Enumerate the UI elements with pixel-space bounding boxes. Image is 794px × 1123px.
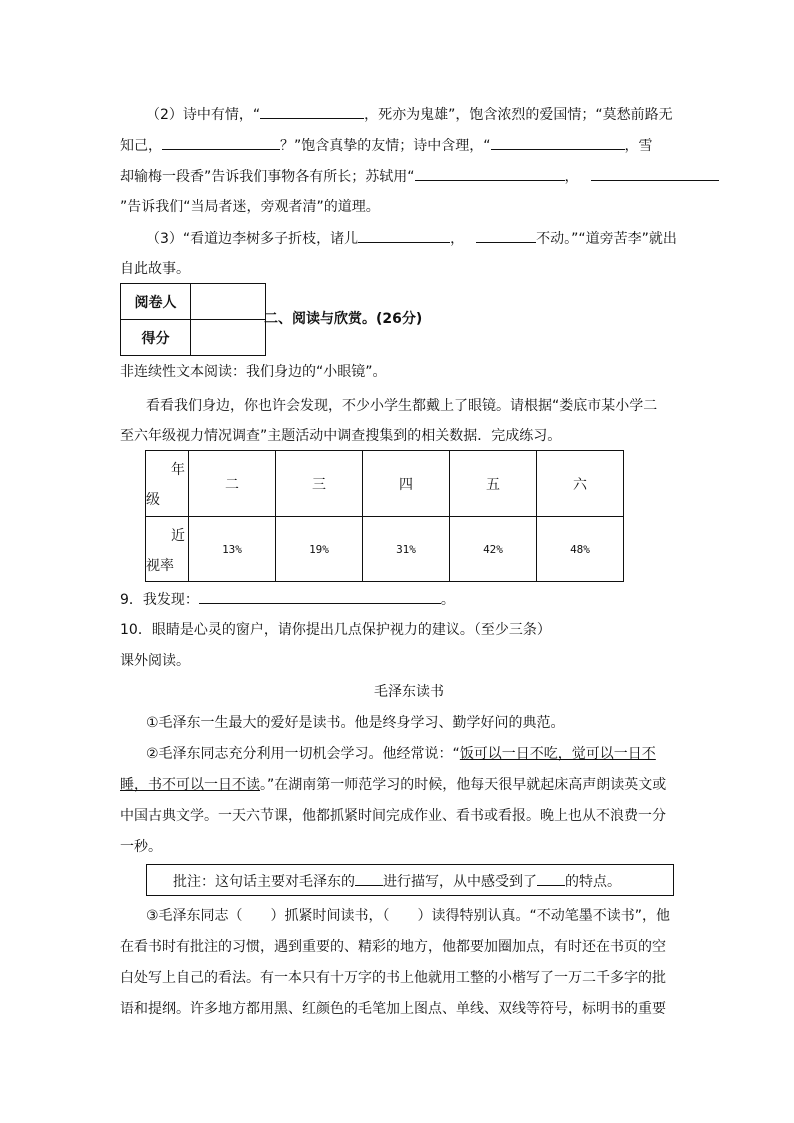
nonlinear-paragraph-1: 看看我们身边，你也许会发现，不少小学生都戴上了眼镜。请根据“娄底市某小学二	[146, 398, 658, 414]
fill-blank[interactable]	[355, 871, 383, 886]
rate-cell: 48%	[537, 517, 624, 582]
article-paragraph-2-line-1: ②毛泽东同志充分利用一切机会学习。他经常说：“饭可以一日不吃，觉可以一日不	[146, 746, 656, 762]
fill-blank[interactable]	[537, 871, 565, 886]
q2-line-2: 知己， ？”饱含真挚的友情；诗中含理，“ ，雪	[120, 135, 653, 156]
article-paragraph-2-line-2: 睡，书不可以一日不读。”在湖南第一师范学习的时候，他每天很早就起床高声朗读英文或	[120, 777, 667, 793]
annotation-box: 批注：这句话主要对毛泽东的 进行描写，从中感受到了 的特点。	[146, 864, 674, 896]
article-paragraph-2-line-3: 中国古典文学。一天六节课，他都抓紧时间完成作业、看书或看报。晚上也从不浪费一分	[120, 808, 666, 824]
reviewer-field[interactable]	[191, 284, 266, 320]
article-paragraph-2-line-4: 一秒。	[120, 839, 162, 855]
question-10: 10．眼睛是心灵的窗户，请你提出几点保护视力的建议。（至少三条）	[120, 622, 551, 638]
fill-blank[interactable]	[415, 166, 565, 181]
article-paragraph-3-line-3: 白处写上自己的看法。有一本只有十万字的书上他就用工整的小楷写了一万二千多字的批	[120, 970, 666, 986]
extra-reading-label: 课外阅读。	[120, 653, 190, 669]
score-field[interactable]	[191, 320, 266, 356]
rate-cell: 13%	[189, 517, 276, 582]
article-title: 毛泽东读书	[374, 684, 444, 700]
nonlinear-paragraph-2: 至六年级视力情况调查”主题活动中调查搜集到的相关数据．完成练习。	[120, 428, 562, 444]
q3-line-2: 自此故事。	[120, 261, 190, 277]
grade-header: 年 级	[146, 451, 189, 517]
grade-cell: 四	[363, 451, 450, 517]
grader-box	[120, 283, 266, 356]
fill-blank[interactable]	[476, 228, 536, 243]
article-paragraph-3-line-1: ③毛泽东同志（ ）抓紧时间读书，（ ）读得特别认真。“不动笔墨不读书”，他	[146, 908, 671, 924]
nonlinear-intro: 非连续性文本阅读：我们身边的“小眼镜”。	[120, 364, 387, 380]
article-paragraph-1: ①毛泽东一生最大的爱好是读书。他是终身学习、勤学好问的典范。	[146, 715, 565, 731]
vision-survey-table	[145, 450, 624, 582]
score-label: 得分	[121, 320, 191, 356]
fill-blank[interactable]	[591, 166, 719, 181]
reviewer-label: 阅卷人	[121, 284, 191, 320]
question-9: 9．我发现： 。	[120, 589, 455, 610]
fill-blank[interactable]	[199, 589, 441, 604]
rate-cell: 19%	[276, 517, 363, 582]
fill-blank[interactable]	[162, 135, 280, 150]
grade-cell: 五	[450, 451, 537, 517]
grade-cell: 三	[276, 451, 363, 517]
q3-line-1: （3）“看道边李树多子折枝，诸儿 ， 不动。”“道旁苦李”就出	[146, 228, 677, 249]
grade-cell: 二	[189, 451, 276, 517]
article-paragraph-3-line-4: 语和提纲。许多地方都用黑、红颜色的毛笔加上图点、单线、双线等符号，标明书的重要	[120, 1001, 666, 1017]
grade-cell: 六	[537, 451, 624, 517]
myopia-rate-header: 近 视率	[146, 517, 189, 582]
q2-line-3: 却输梅一段香”告诉我们事物各有所长；苏轼用“ ，	[120, 166, 719, 187]
fill-blank[interactable]	[491, 135, 625, 150]
q2-line-1: （2）诗中有情，“ ，死亦为鬼雄”，饱含浓烈的爱国情；“莫愁前路无	[146, 104, 673, 125]
rate-cell: 31%	[363, 517, 450, 582]
article-paragraph-3-line-2: 在看书时有批注的习惯，遇到重要的、精彩的地方，他都要加圈加点，有时还在书页的空	[120, 939, 666, 955]
section-title: 二、阅读与欣赏。(26分)	[264, 311, 423, 327]
fill-blank[interactable]	[358, 228, 450, 243]
rate-cell: 42%	[450, 517, 537, 582]
q2-line-4: ”告诉我们“当局者迷，旁观者清”的道理。	[120, 199, 380, 215]
fill-blank[interactable]	[260, 104, 364, 119]
